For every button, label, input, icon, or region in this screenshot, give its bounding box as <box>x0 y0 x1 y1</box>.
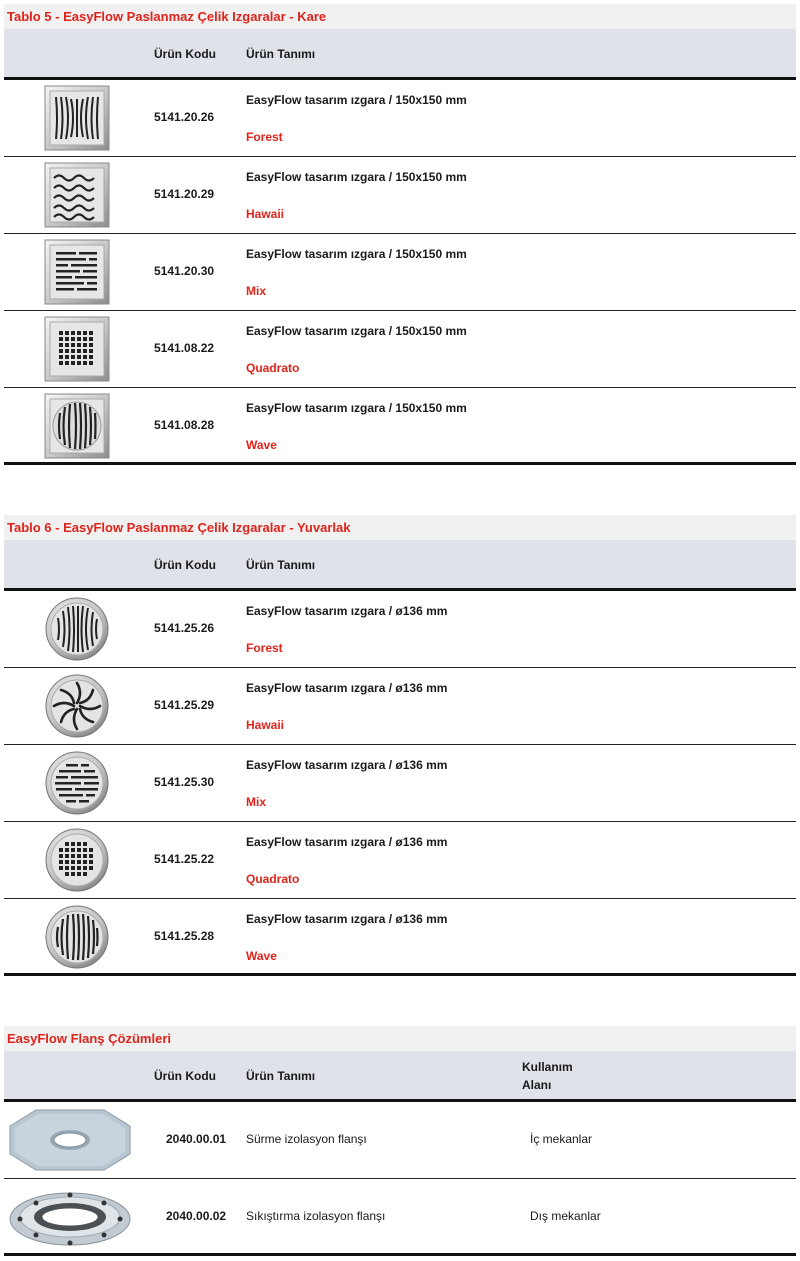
table6-header <box>4 540 796 591</box>
table5-title: Tablo 5 - EasyFlow Paslanmaz Çelik Izgaralar - Kare <box>4 4 796 29</box>
flange-col-code: Ürün Kodu <box>154 1069 216 1083</box>
forest-round-grate-icon <box>44 596 110 662</box>
flange-section <box>4 1026 796 1256</box>
product-code: 5141.20.29 <box>154 187 215 201</box>
product-code: 5141.08.28 <box>154 418 215 432</box>
product-code: 5141.25.28 <box>154 929 215 943</box>
product-variant: Mix <box>246 284 267 298</box>
product-desc: EasyFlow tasarım ızgara / 150x150 mm <box>246 247 467 261</box>
product-variant: Mix <box>246 795 267 809</box>
flange-col-area-line2: Alanı <box>522 1078 552 1092</box>
product-desc: EasyFlow tasarım ızgara / ø136 mm <box>246 912 448 926</box>
product-variant: Hawaii <box>246 718 285 732</box>
table5-col-desc: Ürün Tanımı <box>246 47 316 61</box>
table6-section <box>4 515 796 976</box>
product-variant: Wave <box>246 949 277 963</box>
table6-title: Tablo 6 - EasyFlow Paslanmaz Çelik Izgaralar - Yuvarlak <box>4 515 796 540</box>
table-row <box>4 157 796 234</box>
product-desc: EasyFlow tasarım ızgara / ø136 mm <box>246 758 448 772</box>
sliding-flange-icon <box>6 1106 134 1174</box>
product-code: 5141.25.22 <box>154 852 215 866</box>
product-desc: Sıkıştırma izolasyon flanşı <box>246 1209 386 1223</box>
product-code: 5141.25.30 <box>154 775 215 789</box>
product-desc: EasyFlow tasarım ızgara / ø136 mm <box>246 835 448 849</box>
product-variant: Quadrato <box>246 872 300 886</box>
quadrato-square-grate-icon <box>44 316 110 382</box>
table-row <box>4 1179 796 1256</box>
wave-square-grate-icon <box>44 393 110 459</box>
quadrato-round-grate-icon <box>44 827 110 893</box>
product-code: 2040.00.02 <box>166 1209 227 1223</box>
table-row <box>4 899 796 976</box>
hawaii-round-grate-icon <box>44 673 110 739</box>
product-desc: EasyFlow tasarım ızgara / 150x150 mm <box>246 170 467 184</box>
product-desc: EasyFlow tasarım ızgara / 150x150 mm <box>246 401 467 415</box>
table5-header <box>4 29 796 80</box>
product-desc: EasyFlow tasarım ızgara / 150x150 mm <box>246 324 467 338</box>
flange-header <box>4 1051 796 1102</box>
product-code: 5141.20.26 <box>154 110 215 124</box>
product-desc: EasyFlow tasarım ızgara / 150x150 mm <box>246 93 467 107</box>
table-row <box>4 80 796 157</box>
table-row <box>4 745 796 822</box>
product-desc: EasyFlow tasarım ızgara / ø136 mm <box>246 604 448 618</box>
hawaii-square-grate-icon <box>44 162 110 228</box>
table-row <box>4 822 796 899</box>
product-desc: EasyFlow tasarım ızgara / ø136 mm <box>246 681 448 695</box>
table6-col-desc: Ürün Tanımı <box>246 558 316 572</box>
table5-section <box>4 4 796 465</box>
product-code: 5141.20.30 <box>154 264 215 278</box>
product-code: 5141.25.29 <box>154 698 215 712</box>
product-variant: Hawaii <box>246 207 285 221</box>
table6-col-code: Ürün Kodu <box>154 558 216 572</box>
product-variant: Forest <box>246 130 283 144</box>
flange-col-desc: Ürün Tanımı <box>246 1069 316 1083</box>
product-variant: Wave <box>246 438 277 452</box>
product-code: 5141.25.26 <box>154 621 215 635</box>
product-code: 2040.00.01 <box>166 1132 227 1146</box>
product-area: Dış mekanlar <box>530 1209 601 1223</box>
table-row <box>4 311 796 388</box>
wave-round-grate-icon <box>44 904 110 970</box>
product-variant: Quadrato <box>246 361 300 375</box>
table-row <box>4 1102 796 1179</box>
product-code: 5141.08.22 <box>154 341 215 355</box>
table5-col-code: Ürün Kodu <box>154 47 216 61</box>
table-row <box>4 668 796 745</box>
table-row <box>4 234 796 311</box>
table-row <box>4 591 796 668</box>
product-variant: Forest <box>246 641 283 655</box>
flange-title: EasyFlow Flanş Çözümleri <box>4 1026 796 1051</box>
flange-col-area-line1: Kullanım <box>522 1060 573 1074</box>
product-area: İç mekanlar <box>530 1132 593 1146</box>
clamp-flange-icon <box>6 1183 134 1251</box>
forest-square-grate-icon <box>44 85 110 151</box>
product-desc: Sürme izolasyon flanşı <box>246 1132 367 1146</box>
table-row <box>4 388 796 465</box>
mix-square-grate-icon <box>44 239 110 305</box>
mix-round-grate-icon <box>44 750 110 816</box>
